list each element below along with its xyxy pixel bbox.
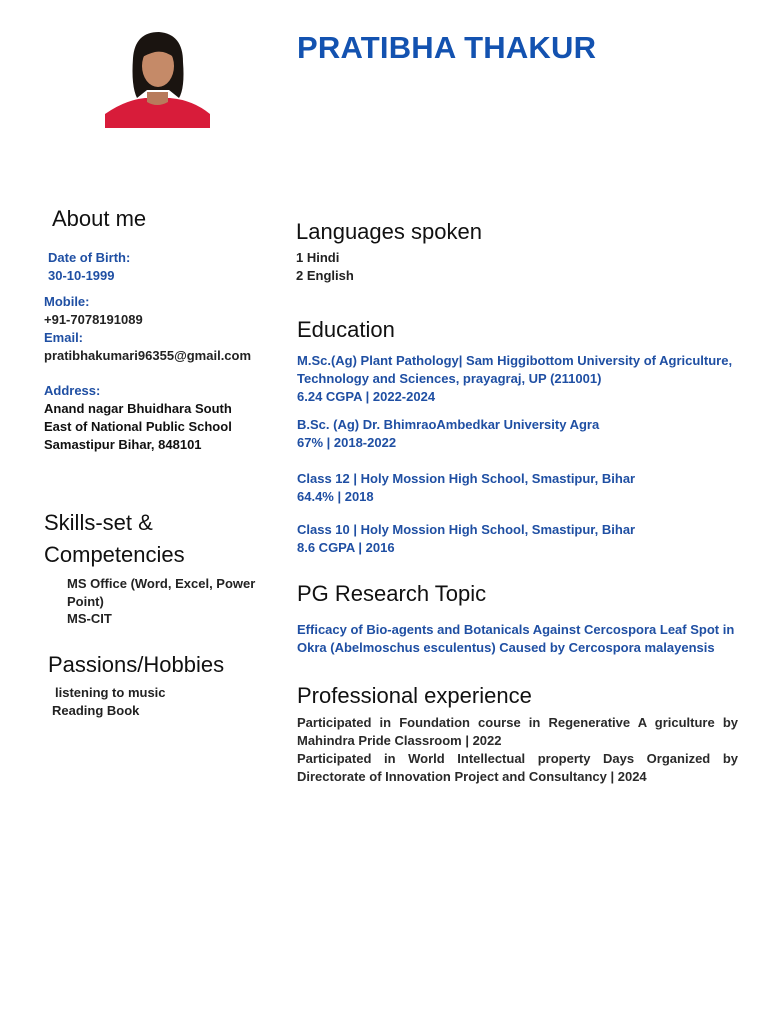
dob-label: Date of Birth: bbox=[48, 250, 131, 265]
education-grade: 8.6 CGPA | 2016 bbox=[297, 540, 395, 555]
languages-heading: Languages spoken bbox=[296, 219, 482, 244]
education-entry bbox=[297, 416, 747, 452]
hobby-item: listening to music bbox=[55, 685, 166, 700]
language-item: 1 Hindi bbox=[296, 250, 340, 265]
candidate-name: PRATIBHA THAKUR bbox=[297, 30, 597, 65]
education-grade: 6.24 CGPA | 2022-2024 bbox=[297, 389, 436, 404]
address-line: Samastipur Bihar, 848101 bbox=[44, 437, 202, 452]
education-entry bbox=[297, 521, 747, 557]
education-entry bbox=[297, 470, 747, 506]
education-grade: 67% | 2018-2022 bbox=[297, 435, 397, 450]
research-heading: PG Research Topic bbox=[297, 581, 487, 606]
address-line: East of National Public School bbox=[44, 419, 232, 434]
experience-heading: Professional experience bbox=[297, 683, 532, 708]
experience-list bbox=[297, 714, 738, 786]
education-grade: 64.4% | 2018 bbox=[297, 489, 374, 504]
language-item: 2 English bbox=[296, 268, 354, 283]
education-title: Class 12 | Holy Mossion High School, Smastipur, Bihar bbox=[297, 471, 636, 486]
education-title: M.Sc.(Ag) Plant Pathology| Sam Higgibottom University of Agriculture, Technology and Sciences, prayagraj, UP (211001) bbox=[297, 353, 733, 386]
skills-list bbox=[67, 575, 267, 628]
dob-value: 30-10-1999 bbox=[48, 268, 115, 283]
education-entry bbox=[297, 352, 747, 406]
skills-heading: Skills-set & Competencies bbox=[44, 510, 185, 567]
education-title: Class 10 | Holy Mossion High School, Smastipur, Bihar bbox=[297, 522, 636, 537]
experience-item: Participated in World Intellectual property Days Organized by Directorate of Innovation Project and Consultancy | 2024 bbox=[297, 751, 738, 784]
experience-item: Participated in Foundation course in Regenerative A griculture by Mahindra Pride Classroom | 2022 bbox=[297, 715, 738, 748]
email-label: Email: bbox=[44, 330, 84, 345]
education-heading: Education bbox=[297, 317, 395, 342]
skill-item: MS Office (Word, Excel, Power Point) bbox=[67, 576, 256, 609]
profile-photo bbox=[105, 28, 210, 128]
email-value: pratibhakumari96355@gmail.com bbox=[44, 348, 252, 363]
address-label: Address: bbox=[44, 383, 101, 398]
hobbies-heading: Passions/Hobbies bbox=[48, 652, 225, 677]
address-block bbox=[44, 400, 232, 454]
education-title: B.Sc. (Ag) Dr. BhimraoAmbedkar University Agra bbox=[297, 417, 600, 432]
mobile-label: Mobile: bbox=[44, 294, 90, 309]
about-heading: About me bbox=[52, 206, 147, 231]
research-topic: Efficacy of Bio-agents and Botanicals Against Cercospora Leaf Spot in Okra (Abelmoschus esculentus) Caused by Cercospora malayensis bbox=[297, 622, 735, 655]
profile-photo-illustration bbox=[105, 28, 210, 128]
address-line: Anand nagar Bhuidhara South bbox=[44, 401, 232, 416]
mobile-value: +91-7078191089 bbox=[44, 312, 143, 327]
skill-item: MS-CIT bbox=[67, 611, 112, 626]
hobby-item: Reading Book bbox=[52, 703, 140, 718]
